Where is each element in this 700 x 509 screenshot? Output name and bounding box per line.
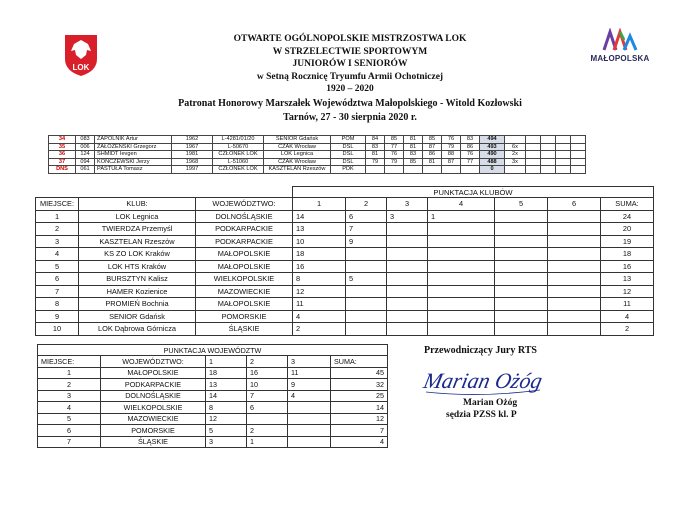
table-cell: 1 [38, 367, 101, 379]
voivodeship-ranking-table [37, 344, 388, 448]
table-cell [495, 235, 548, 248]
series-cell [442, 166, 461, 174]
place-cell: 35 [49, 143, 76, 151]
malopolska-text: MAŁOPOLSKA [590, 54, 650, 63]
place-date: Tarnów, 27 - 30 sierpnia 2020 r. [283, 112, 417, 123]
voivodeship-cell: POMORSKIE [101, 425, 206, 437]
judge-name: Marian Ożóg [463, 398, 518, 408]
sum-cell: 494 [480, 136, 505, 144]
voivodeship-row [38, 390, 388, 402]
table-cell: 7 [331, 425, 388, 437]
table-cell: 20 [601, 223, 654, 236]
empty-cell [571, 151, 586, 159]
empty-cell [541, 158, 556, 166]
table-cell [428, 223, 495, 236]
column-header: 5 [495, 198, 548, 211]
club-cell: SENIOR Gdańsk [264, 136, 331, 144]
year-cell: 1981 [172, 151, 213, 159]
table-cell [387, 260, 428, 273]
table-cell [548, 285, 601, 298]
voivodeship-cell: ŚLĄSKIE [196, 323, 293, 336]
table-cell [346, 260, 387, 273]
table-cell: 6 [38, 425, 101, 437]
table-cell [387, 285, 428, 298]
club-row [36, 223, 654, 236]
table-cell: 25 [331, 390, 388, 402]
table-cell: 12 [601, 285, 654, 298]
year-cell: 1968 [172, 158, 213, 166]
club-ranking-table [35, 186, 654, 336]
club-name-cell: LOK Legnica [79, 210, 196, 223]
table-cell: 16 [247, 367, 288, 379]
club-name-cell: BURSZTYN Kalisz [79, 273, 196, 286]
club-row [36, 273, 654, 286]
place-cell: DNS [49, 166, 76, 174]
table-cell: 24 [601, 210, 654, 223]
voiv-table-title: PUNKTACJA WOJEWÓDZTW [38, 345, 388, 356]
series-cell: 83 [404, 151, 423, 159]
voivodeship-row [38, 436, 388, 448]
club-row [36, 298, 654, 311]
tens-cell: 6x [505, 143, 526, 151]
table-cell [346, 310, 387, 323]
place-cell: 37 [49, 158, 76, 166]
table-cell: 4 [293, 310, 346, 323]
club-cell: CZAK Wrocław [264, 158, 331, 166]
series-cell: 83 [461, 136, 480, 144]
column-header: 6 [548, 198, 601, 211]
voivodeship-cell: DOLNOŚLĄSKIE [196, 210, 293, 223]
voivodeship-cell: WIELKOPOLSKIE [196, 273, 293, 286]
club-cell: CZAK Wrocław [264, 143, 331, 151]
column-header: KLUB: [79, 198, 196, 211]
table-cell [495, 223, 548, 236]
table-cell [495, 323, 548, 336]
series-cell: 77 [461, 158, 480, 166]
year-cell: 1997 [172, 166, 213, 174]
table-cell: 16 [293, 260, 346, 273]
series-cell: 87 [423, 143, 442, 151]
table-cell: 12 [293, 285, 346, 298]
table-cell [288, 413, 331, 425]
empty-cell [571, 158, 586, 166]
empty-cell [526, 151, 541, 159]
empty-cell [541, 166, 556, 174]
region-cell: DSL [331, 151, 366, 159]
table-cell [495, 298, 548, 311]
table-cell: 1 [428, 210, 495, 223]
club-name-cell: TWIERDZA Przemyśl [79, 223, 196, 236]
region-cell: POM [331, 136, 366, 144]
sum-cell: 490 [480, 151, 505, 159]
tens-cell: 3x [505, 158, 526, 166]
license-cell: CZŁONEK LOK [213, 166, 264, 174]
club-row [36, 285, 654, 298]
table-cell [346, 323, 387, 336]
club-name-cell: LOK HTS Kraków [79, 260, 196, 273]
table-cell: 6 [36, 273, 79, 286]
table-cell: 2 [293, 323, 346, 336]
series-cell: 77 [385, 143, 404, 151]
sum-cell: 0 [480, 166, 505, 174]
table-cell: 10 [293, 235, 346, 248]
table-cell: 14 [331, 402, 388, 414]
voivodeship-cell: DOLNOŚLĄSKIE [101, 390, 206, 402]
column-header: 1 [206, 356, 247, 368]
table-cell: 9 [288, 379, 331, 391]
event-title [160, 33, 540, 96]
series-cell: 76 [442, 136, 461, 144]
table-cell: 16 [601, 260, 654, 273]
column-header: MIEJSCE: [36, 198, 79, 211]
series-cell: 81 [366, 151, 385, 159]
svg-text:Marian Ożóg: Marian Ożóg [421, 368, 545, 393]
table-cell: 2 [38, 379, 101, 391]
empty-cell [526, 136, 541, 144]
voivodeship-cell: PODKARPACKIE [196, 223, 293, 236]
region-cell: DSL [331, 158, 366, 166]
title-line-3: JUNIORÓW I SENIORÓW [292, 59, 408, 69]
table-cell: 32 [331, 379, 388, 391]
club-row [36, 323, 654, 336]
club-cell: KASZTELAN Rzeszów [264, 166, 331, 174]
series-cell: 86 [461, 143, 480, 151]
voivodeship-row [38, 413, 388, 425]
empty-cell [571, 136, 586, 144]
result-row [49, 151, 586, 159]
club-name-cell: KASZTELAN Rzeszów [79, 235, 196, 248]
table-cell [346, 298, 387, 311]
patron-line: Patronat Honorowy Marszałek Województwa Małopolskiego - Witold Kozłowski [178, 98, 522, 109]
table-cell [288, 402, 331, 414]
voivodeship-row [38, 425, 388, 437]
title-line-4: w Setną Rocznicę Tryumfu Armii Ochotniczej [256, 71, 444, 82]
malopolska-logo [590, 28, 650, 68]
table-cell [428, 310, 495, 323]
table-cell [495, 273, 548, 286]
start-no-cell: 124 [76, 151, 95, 159]
table-cell [495, 260, 548, 273]
column-header: 1 [293, 198, 346, 211]
column-header: 2 [346, 198, 387, 211]
table-cell: 11 [601, 298, 654, 311]
table-cell: 8 [36, 298, 79, 311]
empty-cell [541, 151, 556, 159]
title-line-2: W STRZELECTWIE SPORTOWYM [272, 46, 428, 57]
start-no-cell: 061 [76, 166, 95, 174]
voivodeship-row [38, 379, 388, 391]
place-cell: 36 [49, 151, 76, 159]
series-cell: 85 [404, 158, 423, 166]
result-row [49, 136, 586, 144]
empty-cell [556, 158, 571, 166]
table-cell: 19 [601, 235, 654, 248]
voivodeship-cell: MAŁOPOLSKIE [101, 367, 206, 379]
club-row [36, 235, 654, 248]
table-cell: 13 [601, 273, 654, 286]
column-header: SUMA: [331, 356, 388, 368]
table-cell: 12 [206, 413, 247, 425]
empty-cell [541, 136, 556, 144]
table-cell [495, 210, 548, 223]
title-line-5: 1920 – 2020 [326, 84, 374, 94]
table-cell: 10 [36, 323, 79, 336]
voivodeship-cell: WIELKOPOLSKIE [101, 402, 206, 414]
series-cell: 88 [442, 151, 461, 159]
series-cell: 81 [423, 158, 442, 166]
column-header: WOJEWÓDZTWO: [101, 356, 206, 368]
license-cell: L-50670 [213, 143, 264, 151]
table-cell: 13 [293, 223, 346, 236]
svg-text:LOK: LOK [72, 63, 90, 72]
empty-cell [556, 166, 571, 174]
name-cell: SHMIDT Ievgen [95, 151, 172, 159]
lok-logo [63, 33, 99, 77]
empty-cell [526, 166, 541, 174]
voivodeship-cell: MAZOWIECKIE [101, 413, 206, 425]
table-cell [428, 235, 495, 248]
table-cell [548, 223, 601, 236]
club-row [36, 248, 654, 261]
club-cell: LOK Legnica [264, 151, 331, 159]
table-cell [548, 273, 601, 286]
voivodeship-cell: MAŁOPOLSKIE [196, 298, 293, 311]
table-cell: 11 [288, 367, 331, 379]
table-cell: 9 [36, 310, 79, 323]
name-cell: PASTUŁA Tomasz [95, 166, 172, 174]
table-cell [288, 425, 331, 437]
malopolska-mark-icon [590, 28, 650, 52]
series-cell: 85 [423, 136, 442, 144]
table-cell: 10 [247, 379, 288, 391]
table-cell: 4 [601, 310, 654, 323]
voivodeship-row [38, 367, 388, 379]
club-name-cell: SENIOR Gdańsk [79, 310, 196, 323]
series-cell: 79 [385, 158, 404, 166]
table-cell: 5 [38, 413, 101, 425]
series-cell: 76 [385, 151, 404, 159]
series-cell [385, 166, 404, 174]
table-cell: 1 [36, 210, 79, 223]
table-cell [387, 323, 428, 336]
column-header: MIEJSCE: [38, 356, 101, 368]
series-cell [366, 166, 385, 174]
table-cell: 3 [206, 436, 247, 448]
empty-cell [571, 143, 586, 151]
table-cell: 7 [247, 390, 288, 402]
column-header: 3 [288, 356, 331, 368]
table-cell [346, 285, 387, 298]
table-cell [387, 248, 428, 261]
voivodeship-row [38, 402, 388, 414]
series-cell: 84 [366, 136, 385, 144]
series-cell: 76 [461, 151, 480, 159]
voivodeship-cell: MAŁOPOLSKIE [196, 260, 293, 273]
start-no-cell: 006 [76, 143, 95, 151]
series-cell: 87 [442, 158, 461, 166]
sum-cell: 488 [480, 158, 505, 166]
table-cell [548, 210, 601, 223]
club-name-cell: PROMIEŃ Bochnia [79, 298, 196, 311]
table-cell: 1 [247, 436, 288, 448]
column-header: 3 [387, 198, 428, 211]
region-cell: DSL [331, 143, 366, 151]
voivodeship-cell: MAŁOPOLSKIE [196, 248, 293, 261]
table-cell [428, 285, 495, 298]
series-cell: 79 [442, 143, 461, 151]
title-line-1: OTWARTE OGÓLNOPOLSKIE MISTRZOSTWA LOK [233, 34, 467, 44]
table-cell [548, 248, 601, 261]
table-cell: 4 [38, 402, 101, 414]
tens-cell [505, 166, 526, 174]
column-header: 2 [247, 356, 288, 368]
table-cell: 18 [293, 248, 346, 261]
empty-cell [526, 143, 541, 151]
table-cell: 2 [36, 223, 79, 236]
table-cell: 3 [38, 390, 101, 402]
voivodeship-cell: POMORSKIE [196, 310, 293, 323]
table-cell: 4 [331, 436, 388, 448]
table-cell: 4 [288, 390, 331, 402]
table-cell: 5 [206, 425, 247, 437]
table-cell [428, 260, 495, 273]
voivodeship-cell: ŚLĄSKIE [101, 436, 206, 448]
table-cell [387, 310, 428, 323]
table-cell: 18 [206, 367, 247, 379]
empty-cell [571, 166, 586, 174]
club-name-cell: KS ZO LOK Kraków [79, 248, 196, 261]
empty-cell [541, 143, 556, 151]
series-cell [423, 166, 442, 174]
tens-cell [505, 136, 526, 144]
table-cell: 11 [293, 298, 346, 311]
result-row [49, 143, 586, 151]
results-table [48, 135, 586, 174]
table-cell [387, 235, 428, 248]
name-cell: KOŃCZEWSKI Jerzy [95, 158, 172, 166]
tens-cell: 2x [505, 151, 526, 159]
table-cell: 2 [601, 323, 654, 336]
club-name-cell: LOK Dąbrowa Górnicza [79, 323, 196, 336]
table-cell: 7 [38, 436, 101, 448]
empty-cell [556, 136, 571, 144]
table-cell: 5 [36, 260, 79, 273]
series-cell: 79 [366, 158, 385, 166]
empty-cell [526, 158, 541, 166]
series-cell: 81 [404, 143, 423, 151]
table-cell: 5 [346, 273, 387, 286]
table-cell: 8 [293, 273, 346, 286]
table-cell [548, 310, 601, 323]
name-cell: ZAPOLNIK Artur [95, 136, 172, 144]
table-cell [428, 298, 495, 311]
place-cell: 34 [49, 136, 76, 144]
table-cell [548, 298, 601, 311]
table-cell [387, 298, 428, 311]
empty-cell [556, 143, 571, 151]
table-cell: 7 [346, 223, 387, 236]
table-cell: 2 [247, 425, 288, 437]
name-cell: ZAŁOŻEŃSKI Grzegorz [95, 143, 172, 151]
year-cell: 1967 [172, 143, 213, 151]
table-cell: 3 [36, 235, 79, 248]
table-cell [428, 248, 495, 261]
table-cell [548, 323, 601, 336]
start-no-cell: 083 [76, 136, 95, 144]
table-cell [495, 248, 548, 261]
result-row [49, 158, 586, 166]
table-cell: 4 [36, 248, 79, 261]
table-cell: 6 [346, 210, 387, 223]
table-cell: 45 [331, 367, 388, 379]
table-cell: 3 [387, 210, 428, 223]
result-row [49, 166, 586, 174]
table-cell [428, 273, 495, 286]
column-header: 4 [428, 198, 495, 211]
club-table-title: PUNKTACJA KLUBÓW [293, 187, 654, 198]
series-cell [461, 166, 480, 174]
region-cell: PDK [331, 166, 366, 174]
table-cell: 12 [331, 413, 388, 425]
club-row [36, 310, 654, 323]
empty-cell [556, 151, 571, 159]
voivodeship-cell: PODKARPACKIE [101, 379, 206, 391]
club-name-cell: HAMER Kozienice [79, 285, 196, 298]
column-header: SUMA: [601, 198, 654, 211]
club-row [36, 260, 654, 273]
table-cell: 14 [293, 210, 346, 223]
table-cell [495, 310, 548, 323]
table-cell: 14 [206, 390, 247, 402]
table-cell [288, 436, 331, 448]
sum-cell: 493 [480, 143, 505, 151]
year-cell: 1962 [172, 136, 213, 144]
series-cell [404, 166, 423, 174]
club-row [36, 210, 654, 223]
table-cell [247, 413, 288, 425]
license-cell: CZŁONEK LOK [213, 151, 264, 159]
table-cell: 18 [601, 248, 654, 261]
series-cell: 83 [366, 143, 385, 151]
handwritten-signature [420, 362, 570, 402]
table-cell: 7 [36, 285, 79, 298]
table-cell: 8 [206, 402, 247, 414]
column-header: WOJEWÓDZTWO: [196, 198, 293, 211]
series-cell: 86 [423, 151, 442, 159]
table-cell: 9 [346, 235, 387, 248]
start-no-cell: 094 [76, 158, 95, 166]
series-cell: 85 [385, 136, 404, 144]
table-cell [387, 273, 428, 286]
voivodeship-cell: PODKARPACKIE [196, 235, 293, 248]
table-cell [428, 323, 495, 336]
voivodeship-cell: MAZOWIECKIE [196, 285, 293, 298]
table-cell: 6 [247, 402, 288, 414]
license-cell: L-51060 [213, 158, 264, 166]
table-cell [548, 260, 601, 273]
series-cell: 81 [404, 136, 423, 144]
table-cell [346, 248, 387, 261]
table-cell [548, 235, 601, 248]
table-cell: 13 [206, 379, 247, 391]
jury-chair-title: Przewodniczący Jury RTS [424, 345, 537, 356]
table-cell [495, 285, 548, 298]
license-cell: L-4281/01/20 [213, 136, 264, 144]
table-cell [387, 223, 428, 236]
judge-role: sędzia PZSS kl. P [446, 410, 517, 420]
